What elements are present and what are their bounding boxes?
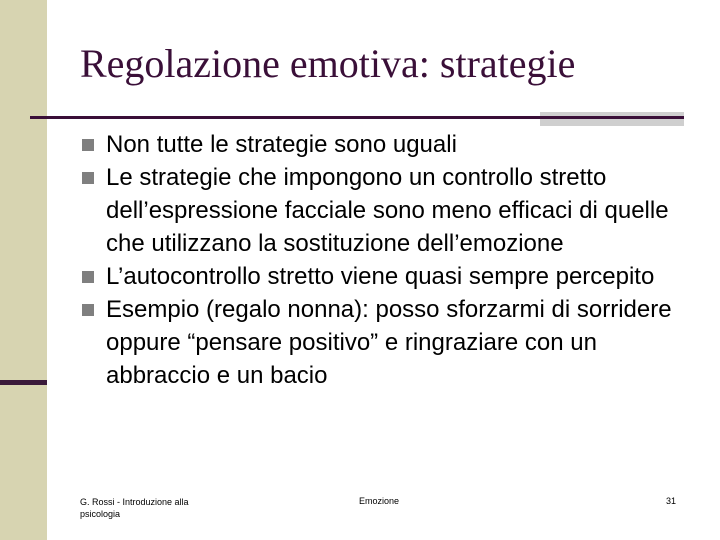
page-number: 31 <box>666 496 677 506</box>
bullet-text: L’autocontrollo stretto viene quasi sempre percepito <box>106 263 655 290</box>
side-decoration-mark <box>0 380 47 385</box>
title-rule-accent <box>540 112 684 126</box>
square-bullet-icon <box>82 172 94 184</box>
footer-topic: Emozione <box>359 496 400 506</box>
bullet-list <box>80 128 680 392</box>
title-rule <box>30 116 684 119</box>
bullet-text: Non tutte le strategie sono uguali <box>106 131 457 158</box>
square-bullet-icon <box>82 271 94 283</box>
bullet-item <box>80 128 680 161</box>
square-bullet-icon <box>82 139 94 151</box>
bullet-text: Le strategie che impongono un controllo stretto dell’espressione facciale sono meno efficaci di quelle che utilizzano la sostituzione dell’emozione <box>106 164 669 257</box>
slide-title: Regolazione emotiva: strategie <box>80 41 576 86</box>
bullet-item <box>80 161 680 260</box>
side-decoration-bar <box>0 0 47 540</box>
bullet-text: Esempio (regalo nonna): posso sforzarmi di sorridere oppure “pensare positivo” e ringraziare con un abbraccio e un bacio <box>106 296 672 389</box>
square-bullet-icon <box>82 304 94 316</box>
bullet-item <box>80 293 680 392</box>
bullet-item <box>80 260 680 293</box>
footer-author: G. Rossi - Introduzione alla psicologia <box>80 497 189 519</box>
